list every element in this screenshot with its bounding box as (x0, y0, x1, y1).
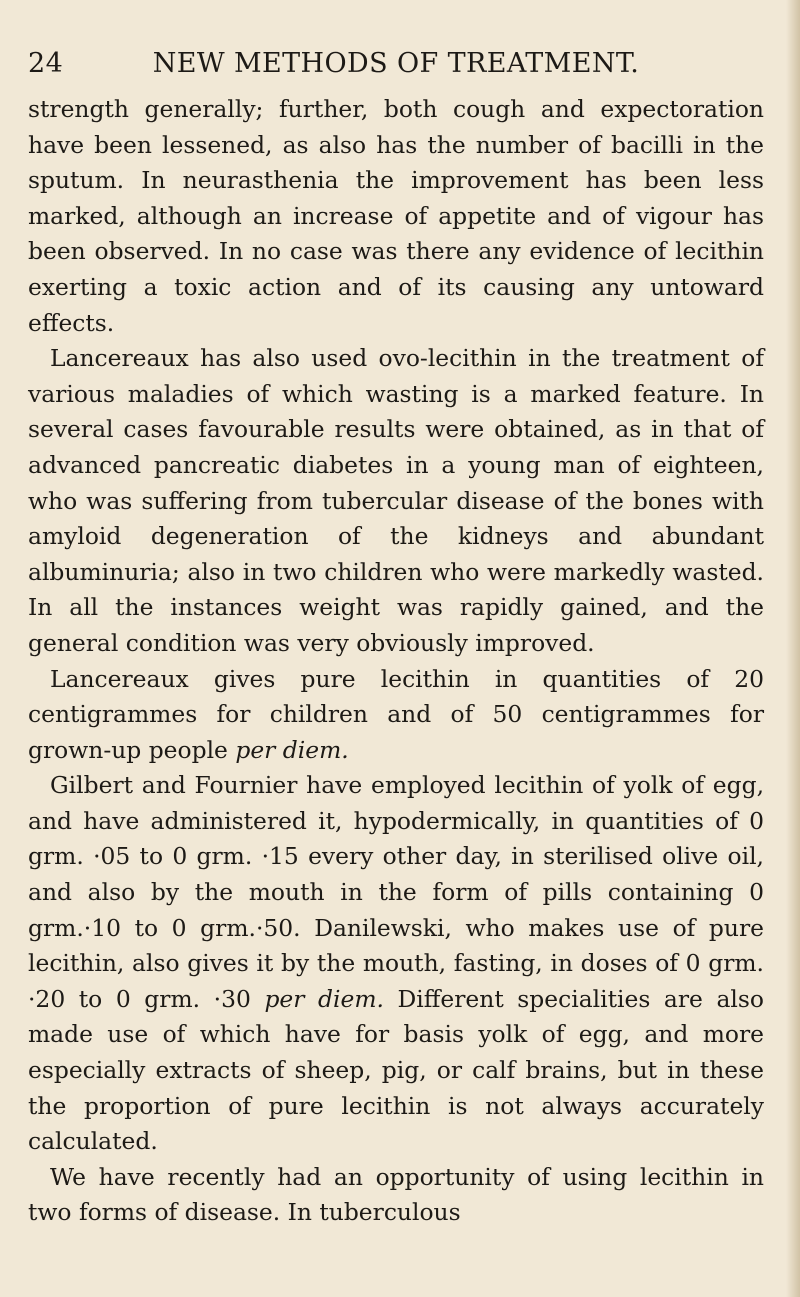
paragraph-4 (28, 768, 764, 1160)
paragraph-1: strength generally; further, both cough and expectoration have been lessened, as also has the number of bacilli in the sputum. In neurasthenia the improvement has been less marked, although an increase of appetite and of vigour has been observed. In no case was there any evidence of lecithin exerting a toxic action and of its causing any untoward effects. (28, 95, 764, 337)
paragraph-5: We have recently had an opportunity of using lecithin in two forms of disease. In tuberculous (28, 1162, 764, 1227)
paragraph-3-text: Lancereaux gives pure lecithin in quantities of 20 centigrammes for children and of 50 centigrammes for grown-up people (28, 664, 764, 764)
paragraph-3-italic: per diem. (235, 735, 349, 764)
paragraph-4-italic: per diem. (264, 984, 384, 1013)
paragraph-2: Lancereaux has also used ovo-lecithin in the treatment of various maladies of which wasting is a marked feature. In several cases favourable results were obtained, as in that of advanced pancreatic diabetes in a young man of eighteen, who was suffering from tubercular disease of the bones with amyloid degeneration of the kidneys and abundant albuminuria; also in two children who were markedly wasted. In all the instances weight was rapidly gained, and the general condition was very obviously improved. (28, 344, 764, 657)
paragraph-4-text-end: Different specialities are also made use of which have for basis yolk of egg, and more especially extracts of sheep, pig, or calf brains, but in these the proportion of pure lecithin is not always accurately calculated. (28, 984, 764, 1156)
page-header (28, 48, 764, 92)
body-text (28, 92, 764, 1231)
running-title: NEW METHODS OF TREATMENT. (152, 48, 640, 79)
book-page (28, 48, 764, 1231)
paragraph-3 (28, 662, 764, 769)
page-number: 24 (28, 48, 64, 79)
page-edge-shadow (786, 0, 800, 1297)
paragraph-4-text: Gilbert and Fournier have employed lecithin of yolk of egg, and have administered it, hypodermically, in quantities of 0 grm. ·05 to 0 grm. ·15 every other day, in sterilised olive oil, and also by the mouth in the form of pills containing 0 grm.·10 to 0 grm.·50. Danilewski, who makes use of pure lecithin, also gives it by the mouth, fasting, in doses of 0 grm. ·20 to 0 grm. ·30 (28, 771, 764, 1013)
